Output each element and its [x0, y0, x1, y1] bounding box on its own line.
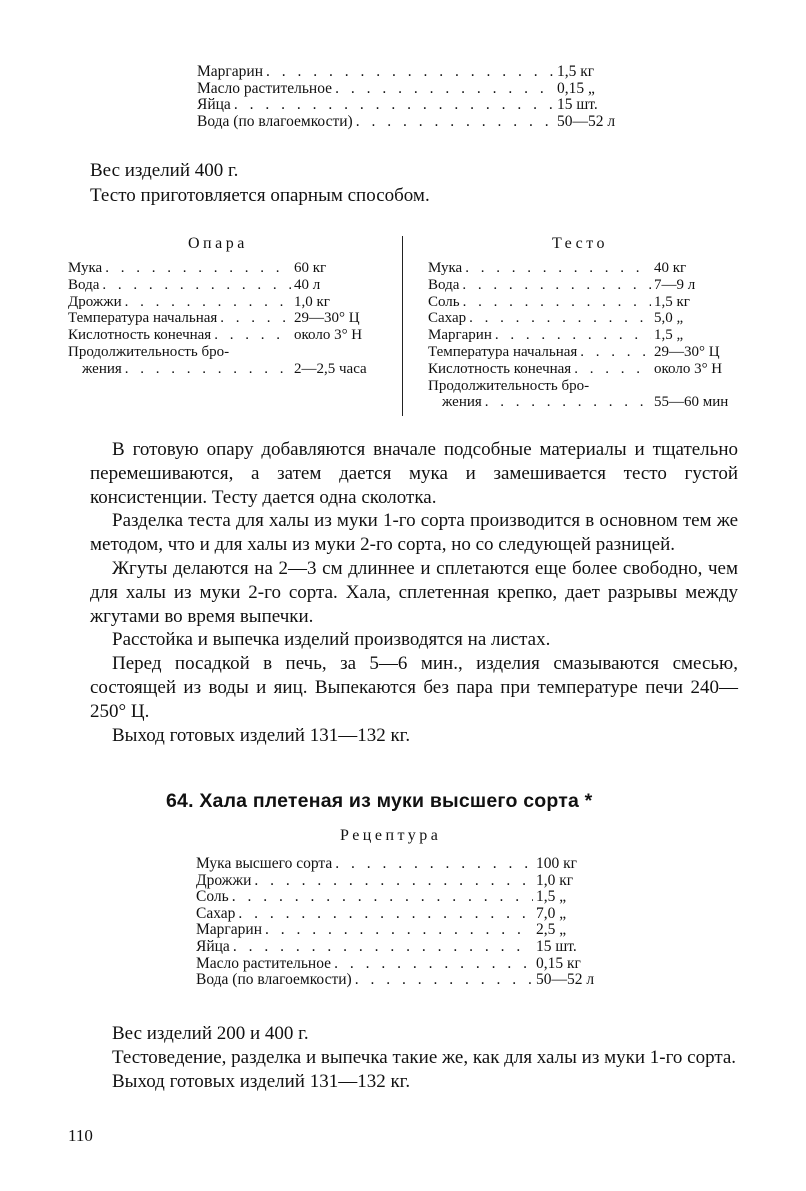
ingredient-name: Сахар	[196, 904, 236, 922]
leader-dots	[335, 81, 554, 98]
main-text	[90, 438, 738, 747]
leader-dots	[254, 873, 533, 890]
ingredient-name: Маргарин	[197, 63, 263, 80]
ingredient-quantity: 40 кг	[654, 260, 687, 276]
leader-dots	[266, 64, 554, 81]
ingredient-row	[196, 939, 606, 956]
ingredient-quantity: 1,5 кг	[654, 293, 690, 310]
opara-list	[68, 260, 380, 378]
ingredient-quantity: 0,15 „	[557, 79, 595, 97]
ingredient-quantity: 100 кг	[536, 855, 578, 872]
ingredient-quantity: 50—52 л	[536, 971, 595, 989]
ingredient-row	[428, 378, 740, 395]
ingredient-quantity: 0,15 кг	[536, 954, 581, 972]
ingredient-row	[197, 64, 615, 81]
testo-heading: Тесто	[552, 235, 609, 252]
ingredient-quantity: 1,5 „	[536, 888, 567, 906]
ingredient-name: Маргарин	[196, 921, 262, 939]
ingredient-name: Продолжительность бро-	[68, 343, 230, 360]
ingredient-quantity: 60 кг	[294, 260, 327, 276]
ingredient-name: Сахар	[428, 310, 467, 327]
ingredient-list-top	[197, 64, 615, 130]
ingredient-row	[428, 260, 740, 277]
leader-dots	[220, 310, 291, 327]
ingredient-row	[196, 956, 606, 973]
paragraph: В готовую опару добавляются вначале подсобные материалы и тщательно перемешиваются, а затем дается мука и замешивается тесто густой консистенции. Тесту дается одна сколотка.	[90, 439, 738, 508]
ingredient-name: Температура начальная	[68, 310, 218, 327]
leader-dots	[580, 344, 651, 361]
ingredient-quantity: 2—2,5 часа	[294, 360, 367, 377]
ingredient-quantity: 5,0 „	[654, 310, 684, 327]
ingredient-row	[428, 277, 740, 294]
section-title: 64. Хала плетеная из муки высшего сорта *	[166, 790, 593, 812]
leader-dots	[495, 327, 651, 344]
ingredient-name: Вода (по влагоемкости)	[196, 971, 352, 989]
paragraph: Тестоведение, разделка и выпечка такие же, как для халы из муки 1-го сорта.	[112, 1046, 737, 1068]
ingredient-quantity: около 3° Н	[654, 360, 723, 377]
ingredient-quantity: 29—30° Ц	[654, 343, 720, 360]
ingredient-name: Вода (по влагоемкости)	[197, 112, 353, 130]
ingredient-name: Яйца	[196, 937, 230, 955]
ingredient-row	[68, 294, 380, 311]
ingredient-name: Дрожжи	[68, 293, 122, 310]
ingredient-row	[196, 873, 606, 890]
ingredient-row	[197, 81, 615, 98]
ingredient-row	[68, 327, 380, 344]
ingredient-quantity: 1,0 кг	[536, 871, 574, 889]
leader-dots	[485, 394, 651, 411]
leader-dots	[465, 260, 651, 277]
leader-dots	[125, 294, 291, 311]
ingredient-row	[197, 114, 615, 131]
ingredient-quantity: 2,5 „	[536, 921, 567, 939]
ingredient-name: Мука высшего сорта	[196, 855, 333, 872]
ingredient-row	[428, 394, 740, 411]
ingredient-quantity: около 3° Н	[294, 327, 363, 344]
ingredient-name: Соль	[428, 293, 460, 310]
paragraph: Перед посадкой в печь, за 5—6 мин., изделия смазываются смесью, состоящей из воды и яиц. Выпекаются без пара при температуре печи 240—250° Ц.	[90, 653, 738, 722]
leader-dots	[102, 277, 291, 294]
leader-dots	[462, 277, 651, 294]
leader-dots	[125, 361, 291, 378]
ingredient-quantity: 7—9 л	[654, 276, 696, 293]
ingredient-row	[196, 972, 606, 989]
ingredient-row	[428, 361, 740, 378]
ingredient-row	[428, 327, 740, 344]
leader-dots	[335, 856, 533, 873]
paragraph: Жгуты делаются на 2—3 см длиннее и сплетаются еще более свободно, чем для халы из муки 2-го сорта. Хала, сплетенная крепко, дает разрывы между жгутами во время выпечки.	[90, 557, 738, 627]
ingredient-row	[196, 889, 606, 906]
leader-dots	[234, 97, 554, 114]
ingredient-name: Яйца	[197, 96, 231, 114]
ingredient-row	[68, 310, 380, 327]
leader-dots	[469, 310, 651, 327]
recipe-subheading: Рецептура	[340, 827, 442, 844]
opara-heading: Опара	[188, 235, 248, 252]
ingredient-name: Масло растительное	[197, 79, 333, 97]
ingredient-quantity: 1,5 „	[654, 327, 684, 344]
ingredient-quantity: 50—52 л	[557, 112, 616, 130]
weight-line: Вес изделий 400 г.	[90, 160, 239, 181]
paragraph: Выход готовых изделий 131—132 кг.	[112, 1070, 411, 1092]
ingredient-row	[196, 906, 606, 923]
testo-list	[428, 260, 740, 411]
ingredient-quantity: 15 шт.	[536, 937, 577, 955]
leader-dots	[355, 972, 533, 989]
leader-dots	[233, 939, 533, 956]
ingredient-quantity: 1,0 кг	[294, 293, 330, 310]
paragraph: Вес изделий 200 и 400 г.	[112, 1023, 309, 1044]
ingredient-quantity: 29—30° Ц	[294, 310, 360, 327]
ingredient-row	[197, 97, 615, 114]
leader-dots	[265, 922, 533, 939]
ingredient-quantity: 55—60 мин	[654, 394, 729, 411]
ingredient-name: Вода	[68, 276, 100, 293]
ingredient-name: Масло растительное	[196, 954, 332, 972]
ingredient-name: жения	[82, 360, 122, 377]
ingredient-name: Кислотность конечная	[68, 327, 212, 344]
ingredient-name: Мука	[428, 260, 463, 276]
ingredient-row	[196, 922, 606, 939]
ingredient-row	[428, 310, 740, 327]
ingredient-name: Маргарин	[428, 327, 492, 344]
method-line: Тесто приготовляется опарным способом.	[90, 185, 430, 206]
bottom-text	[90, 1022, 738, 1093]
leader-dots	[105, 260, 291, 277]
ingredient-row	[196, 856, 606, 873]
ingredient-quantity: 15 шт.	[557, 96, 598, 114]
leader-dots	[463, 294, 651, 311]
ingredient-row	[68, 344, 380, 361]
ingredient-quantity: 40 л	[294, 276, 321, 293]
ingredient-row	[68, 277, 380, 294]
ingredient-quantity: 7,0 „	[536, 904, 567, 922]
leader-dots	[356, 114, 554, 131]
ingredient-name: Соль	[196, 888, 229, 906]
ingredient-name: Мука	[68, 260, 103, 276]
leader-dots	[238, 906, 533, 923]
leader-dots	[574, 361, 651, 378]
ingredient-name: Дрожжи	[196, 871, 252, 889]
ingredient-name: Продолжительность бро-	[428, 377, 590, 394]
paragraph: Выход готовых изделий 131—132 кг.	[112, 724, 411, 746]
ingredient-name: Температура начальная	[428, 343, 578, 360]
page-number: 110	[68, 1126, 93, 1145]
column-divider	[402, 236, 403, 416]
ingredient-row	[428, 294, 740, 311]
ingredient-row	[68, 361, 380, 378]
leader-dots	[334, 956, 533, 973]
ingredient-list-section	[196, 856, 606, 989]
paragraph: Разделка теста для халы из муки 1-го сорта производится в основном тем же методом, что и для халы из муки 2-го сорта, но со следующей разницей.	[90, 510, 738, 556]
ingredient-name: Вода	[428, 276, 460, 293]
ingredient-row	[428, 344, 740, 361]
ingredient-name: Кислотность конечная	[428, 360, 572, 377]
ingredient-quantity: 1,5 кг	[557, 63, 595, 80]
ingredient-name: жения	[442, 394, 482, 411]
leader-dots	[232, 889, 533, 906]
leader-dots	[214, 327, 291, 344]
ingredient-row	[68, 260, 380, 277]
paragraph: Расстойка и выпечка изделий производятся на листах.	[112, 629, 551, 651]
